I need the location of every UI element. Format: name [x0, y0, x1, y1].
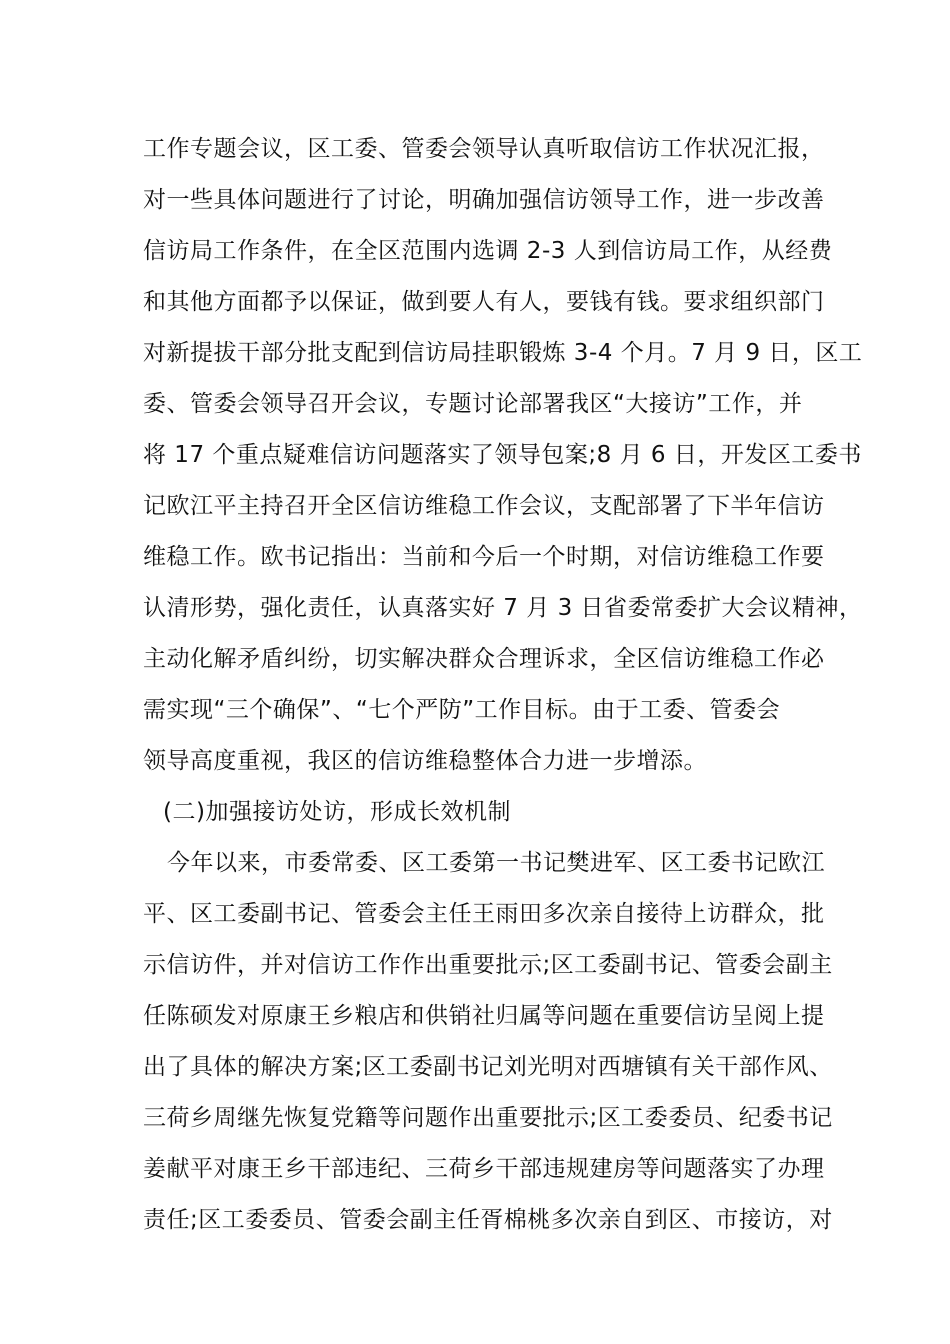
text-line: 将 17 个重点疑难信访问题落实了领导包案;8 月 6 日，开发区工委书	[143, 442, 862, 468]
text-line: 委、管委会领导召开会议，专题讨论部署我区“大接访”工作，并	[143, 391, 803, 417]
text-line: 今年以来，市委常委、区工委第一书记樊进军、区工委书记欧江	[167, 850, 825, 876]
text-line: 平、区工委副书记、管委会主任王雨田多次亲自接待上访群众，批	[143, 901, 825, 927]
text-line: 主动化解矛盾纠纷，切实解决群众合理诉求，全区信访维稳工作必	[143, 646, 825, 672]
text-line: 对新提拔干部分批支配到信访局挂职锻炼 3-4 个月。7 月 9 日，区工	[143, 340, 863, 366]
section-heading: (二)加强接访处访，形成长效机制	[163, 799, 511, 825]
text-line: 对一些具体问题进行了讨论，明确加强信访领导工作，进一步改善	[143, 187, 825, 213]
text-line: 信访局工作条件，在全区范围内选调 2-3 人到信访局工作，从经费	[143, 238, 833, 264]
text-line: 三荷乡周继先恢复党籍等问题作出重要批示;区工委委员、纪委书记	[143, 1105, 833, 1131]
text-line: 认清形势，强化责任，认真落实好 7 月 3 日省委常委扩大会议精神，	[143, 595, 863, 621]
text-line: 领导高度重视，我区的信访维稳整体合力进一步增添。	[143, 748, 707, 774]
text-line: 姜献平对康王乡干部违纪、三荷乡干部违规建房等问题落实了办理	[143, 1156, 825, 1182]
text-line: 出了具体的解决方案;区工委副书记刘光明对西塘镇有关干部作风、	[143, 1054, 833, 1080]
text-line: 维稳工作。欧书记指出：当前和今后一个时期，对信访维稳工作要	[143, 544, 825, 570]
text-line: 和其他方面都予以保证，做到要人有人，要钱有钱。要求组织部门	[143, 289, 825, 315]
text-line: 示信访件，并对信访工作作出重要批示;区工委副书记、管委会副主	[143, 952, 833, 978]
text-line: 责任;区工委委员、管委会副主任胥棉桃多次亲自到区、市接访，对	[143, 1207, 833, 1233]
text-line: 记欧江平主持召开全区信访维稳工作会议，支配部署了下半年信访	[143, 493, 825, 519]
text-line: 工作专题会议，区工委、管委会领导认真听取信访工作状况汇报，	[143, 136, 825, 162]
text-line: 任陈硕发对原康王乡粮店和供销社归属等问题在重要信访呈阅上提	[143, 1003, 825, 1029]
text-line: 需实现“三个确保”、“七个严防”工作目标。由于工委、管委会	[143, 697, 781, 723]
